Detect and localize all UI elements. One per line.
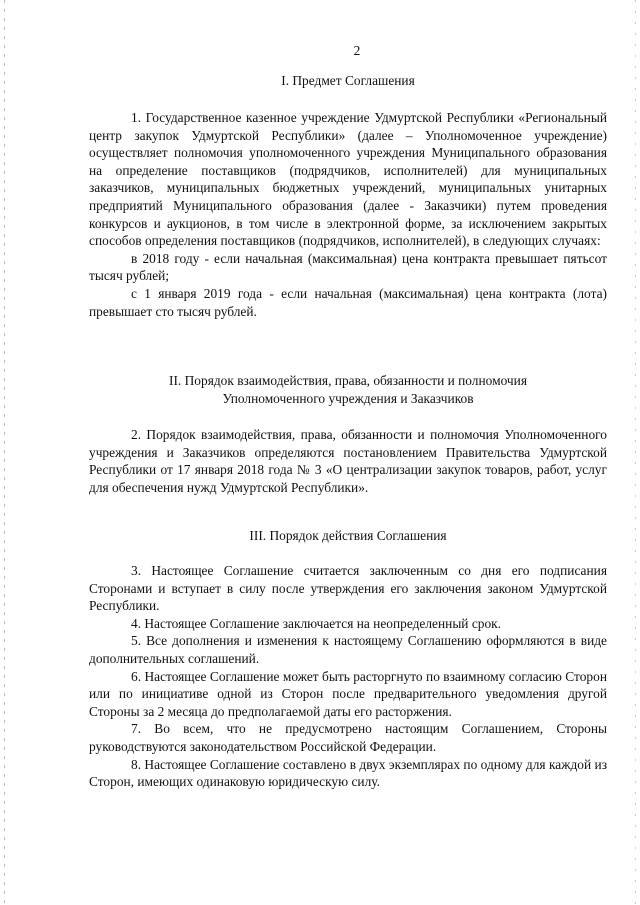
section-2-body [89, 426, 607, 496]
paragraph-7: 7. Во всем, что не предусмотрено настоящим Соглашением, Стороны руководствуются законодательством Российской Федерации. [89, 721, 607, 754]
paragraph-2: 2. Порядок взаимодействия, права, обязанности и полномочия Уполномоченного учреждения и Заказчиков определяются постановлением Правительства Удмуртской Республики от 17 января 2018 года № 3 «О централизации закупок товаров, работ, услуг для обеспечения нужд Удмуртской Республики». [89, 427, 607, 495]
section-2-title-line-1: II. Порядок взаимодействия, права, обязанности и полномочия [169, 373, 527, 388]
section-2-title-line-2: Уполномоченного учреждения и Заказчиков [222, 390, 474, 406]
paragraph-5: 5. Все дополнения и изменения к настоящему Соглашению оформляются в виде дополнительных соглашений. [89, 633, 607, 666]
section-1-title: I. Предмет Соглашения [281, 73, 415, 88]
section-3-body [89, 562, 607, 791]
page-number: 2 [353, 43, 361, 58]
paragraph-6: 6. Настоящее Соглашение может быть расторгнуто по взаимному согласию Сторон или по инициативе одной из Сторон после предварительного уведомления другой Стороны за 2 месяца до предполагаемой даты его расторжения. [89, 668, 607, 719]
section-1-body [89, 109, 607, 320]
paragraph-4: 4. Настоящее Соглашение заключается на неопределенный срок. [131, 615, 502, 631]
paragraph-1: 1. Государственное казенное учреждение Удмуртской Республики «Региональный центр закупок Удмуртской Республики» (далее – Уполномоченное учреждение) осуществляет полномочия уполномоченного учреждения Муниципального образования на определение поставщиков (подрядчиков, исполнителей) для муниципальных заказчиков, муниципальных бюджетных учреждений, муниципальных унитарных предприятий Муниципального образования (далее - Заказчики) путем проведения конкурсов и аукционов, в том числе в электронной форме, за исключением закрытых способов определения поставщиков (подрядчиков, исполнителей), в следующих случаях: [89, 110, 607, 249]
paragraph-1-case-2018: в 2018 году - если начальная (максимальная) цена контракта превышает пятьсот тысяч рублей; [89, 250, 607, 284]
section-2-title [89, 372, 607, 407]
section-3-title: III. Порядок действия Соглашения [249, 528, 447, 543]
scan-edge-right [635, 0, 636, 905]
scan-edge-left [4, 0, 5, 905]
paragraph-3: 3. Настоящее Соглашение считается заключенным со дня его подписания Сторонами и вступает в силу после утверждения его заключения законом Удмуртской Республики. [89, 563, 607, 614]
paragraph-8: 8. Настоящее Соглашение составлено в двух экземплярах по одному для каждой из Сторон, имеющих одинаковую юридическую силу. [89, 756, 607, 790]
paragraph-1-case-2019: с 1 января 2019 года - если начальная (максимальная) цена контракта (лота) превышает сто тысяч рублей. [89, 285, 607, 319]
